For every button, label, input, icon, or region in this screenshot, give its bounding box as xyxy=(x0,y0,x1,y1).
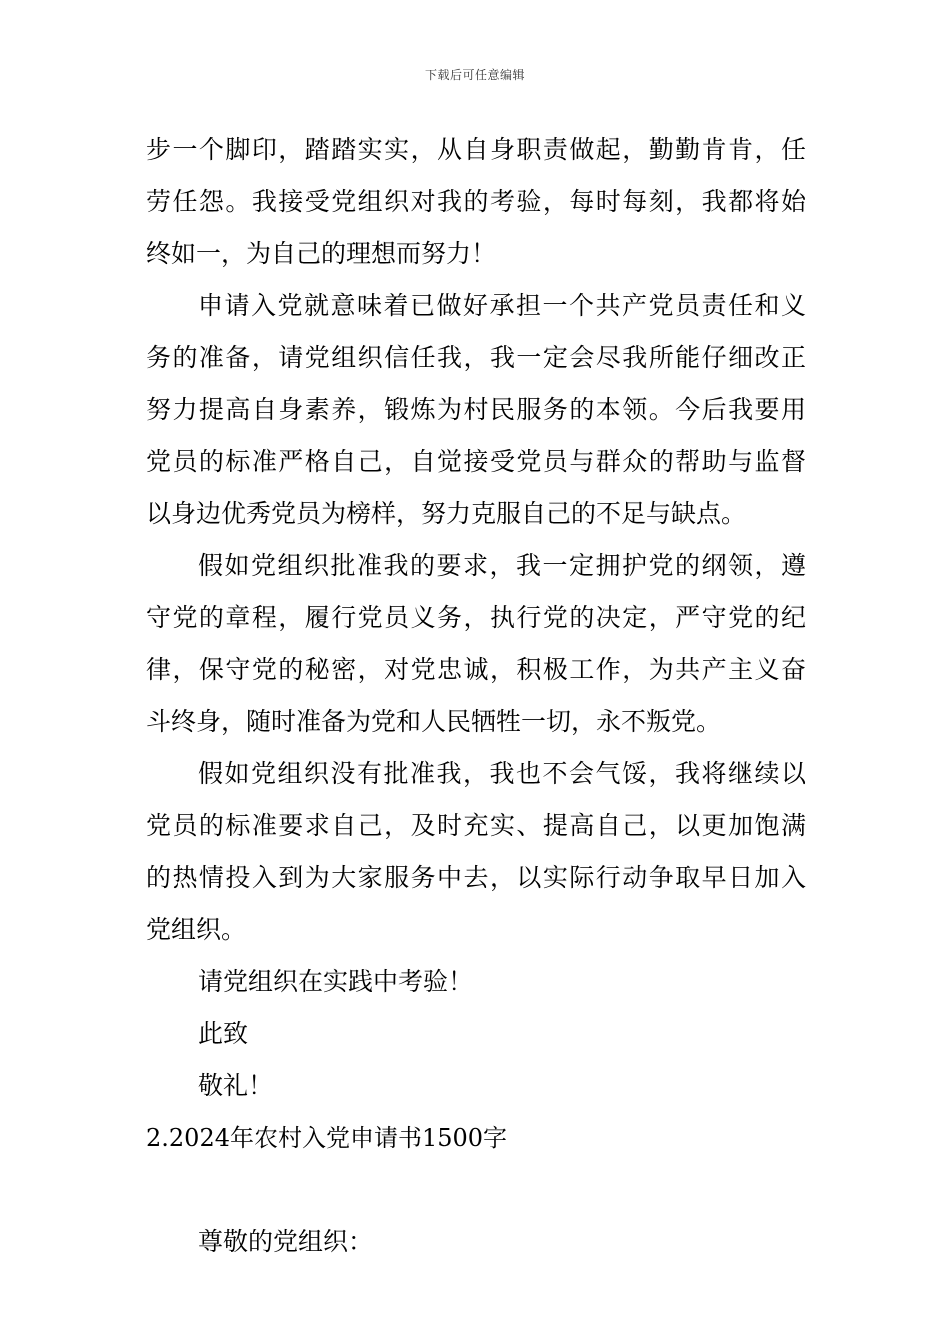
blank-line xyxy=(146,1164,806,1216)
text-line: 守党的章程，履行党员义务，执行党的决定，严守党的纪 xyxy=(146,603,806,632)
text-line: 律，保守党的秘密，对党忠诚，积极工作，为共产主义奋 xyxy=(146,655,806,684)
paragraph-first-line: 假如党组织没有批准我，我也不会气馁，我将继续以 xyxy=(198,759,806,788)
text-line: 党员的标准要求自己，及时充实、提高自己，以更加饱满 xyxy=(146,811,806,840)
text-line: 步一个脚印，踏踏实实，从自身职责做起，勤勤肯肯，任 xyxy=(146,135,806,164)
text-line: 终如一，为自己的理想而努力！ xyxy=(146,239,497,268)
text-line: 斗终身，随时准备为党和人民牺牲一切，永不叛党。 xyxy=(146,707,722,736)
section-heading: 2.2024年农村入党申请书1500字 xyxy=(146,1124,508,1152)
closing-line: 此致 xyxy=(198,1019,249,1048)
text-line: 务的准备，请党组织信任我，我一定会尽我所能仔细改正 xyxy=(146,343,806,372)
document-body xyxy=(146,124,806,1268)
closing-line: 敬礼！ xyxy=(198,1071,274,1100)
text-line: 党员的标准严格自己，自觉接受党员与群众的帮助与监督 xyxy=(146,447,806,476)
text-line: 的热情投入到为大家服务中去，以实际行动争取早日加入 xyxy=(146,863,806,892)
salutation: 尊敬的党组织： xyxy=(198,1227,374,1256)
text-line: 以身边优秀党员为榜样，努力克服自己的不足与缺点。 xyxy=(146,499,747,528)
closing-line: 请党组织在实践中考验！ xyxy=(198,967,474,996)
text-line: 党组织。 xyxy=(146,915,247,944)
paragraph-first-line: 假如党组织批准我的要求，我一定拥护党的纲领，遵 xyxy=(198,551,806,580)
text-line: 劳任怨。我接受党组织对我的考验，每时每刻，我都将始 xyxy=(146,187,806,216)
paragraph-first-line: 申请入党就意味着已做好承担一个共产党员责任和义 xyxy=(198,291,806,320)
text-line: 努力提高自身素养，锻炼为村民服务的本领。今后我要用 xyxy=(146,395,806,424)
page-header-note: 下载后可任意编辑 xyxy=(424,68,525,82)
